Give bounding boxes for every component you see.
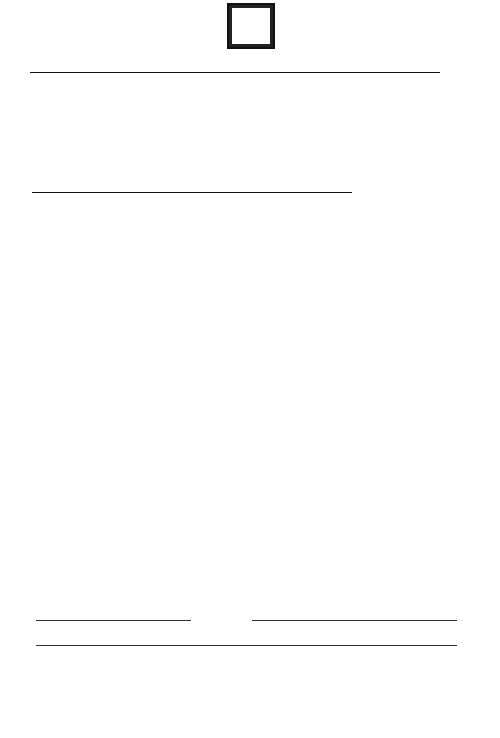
summary-rule-right bbox=[252, 620, 457, 621]
company-logo bbox=[227, 3, 275, 49]
header-divider bbox=[30, 72, 440, 73]
spectrum-plot bbox=[32, 244, 370, 456]
subheading-underline bbox=[32, 192, 352, 193]
summary-rule-bottom bbox=[36, 645, 457, 646]
summary-rule-left bbox=[36, 620, 191, 621]
test-date-row bbox=[32, 230, 82, 240]
